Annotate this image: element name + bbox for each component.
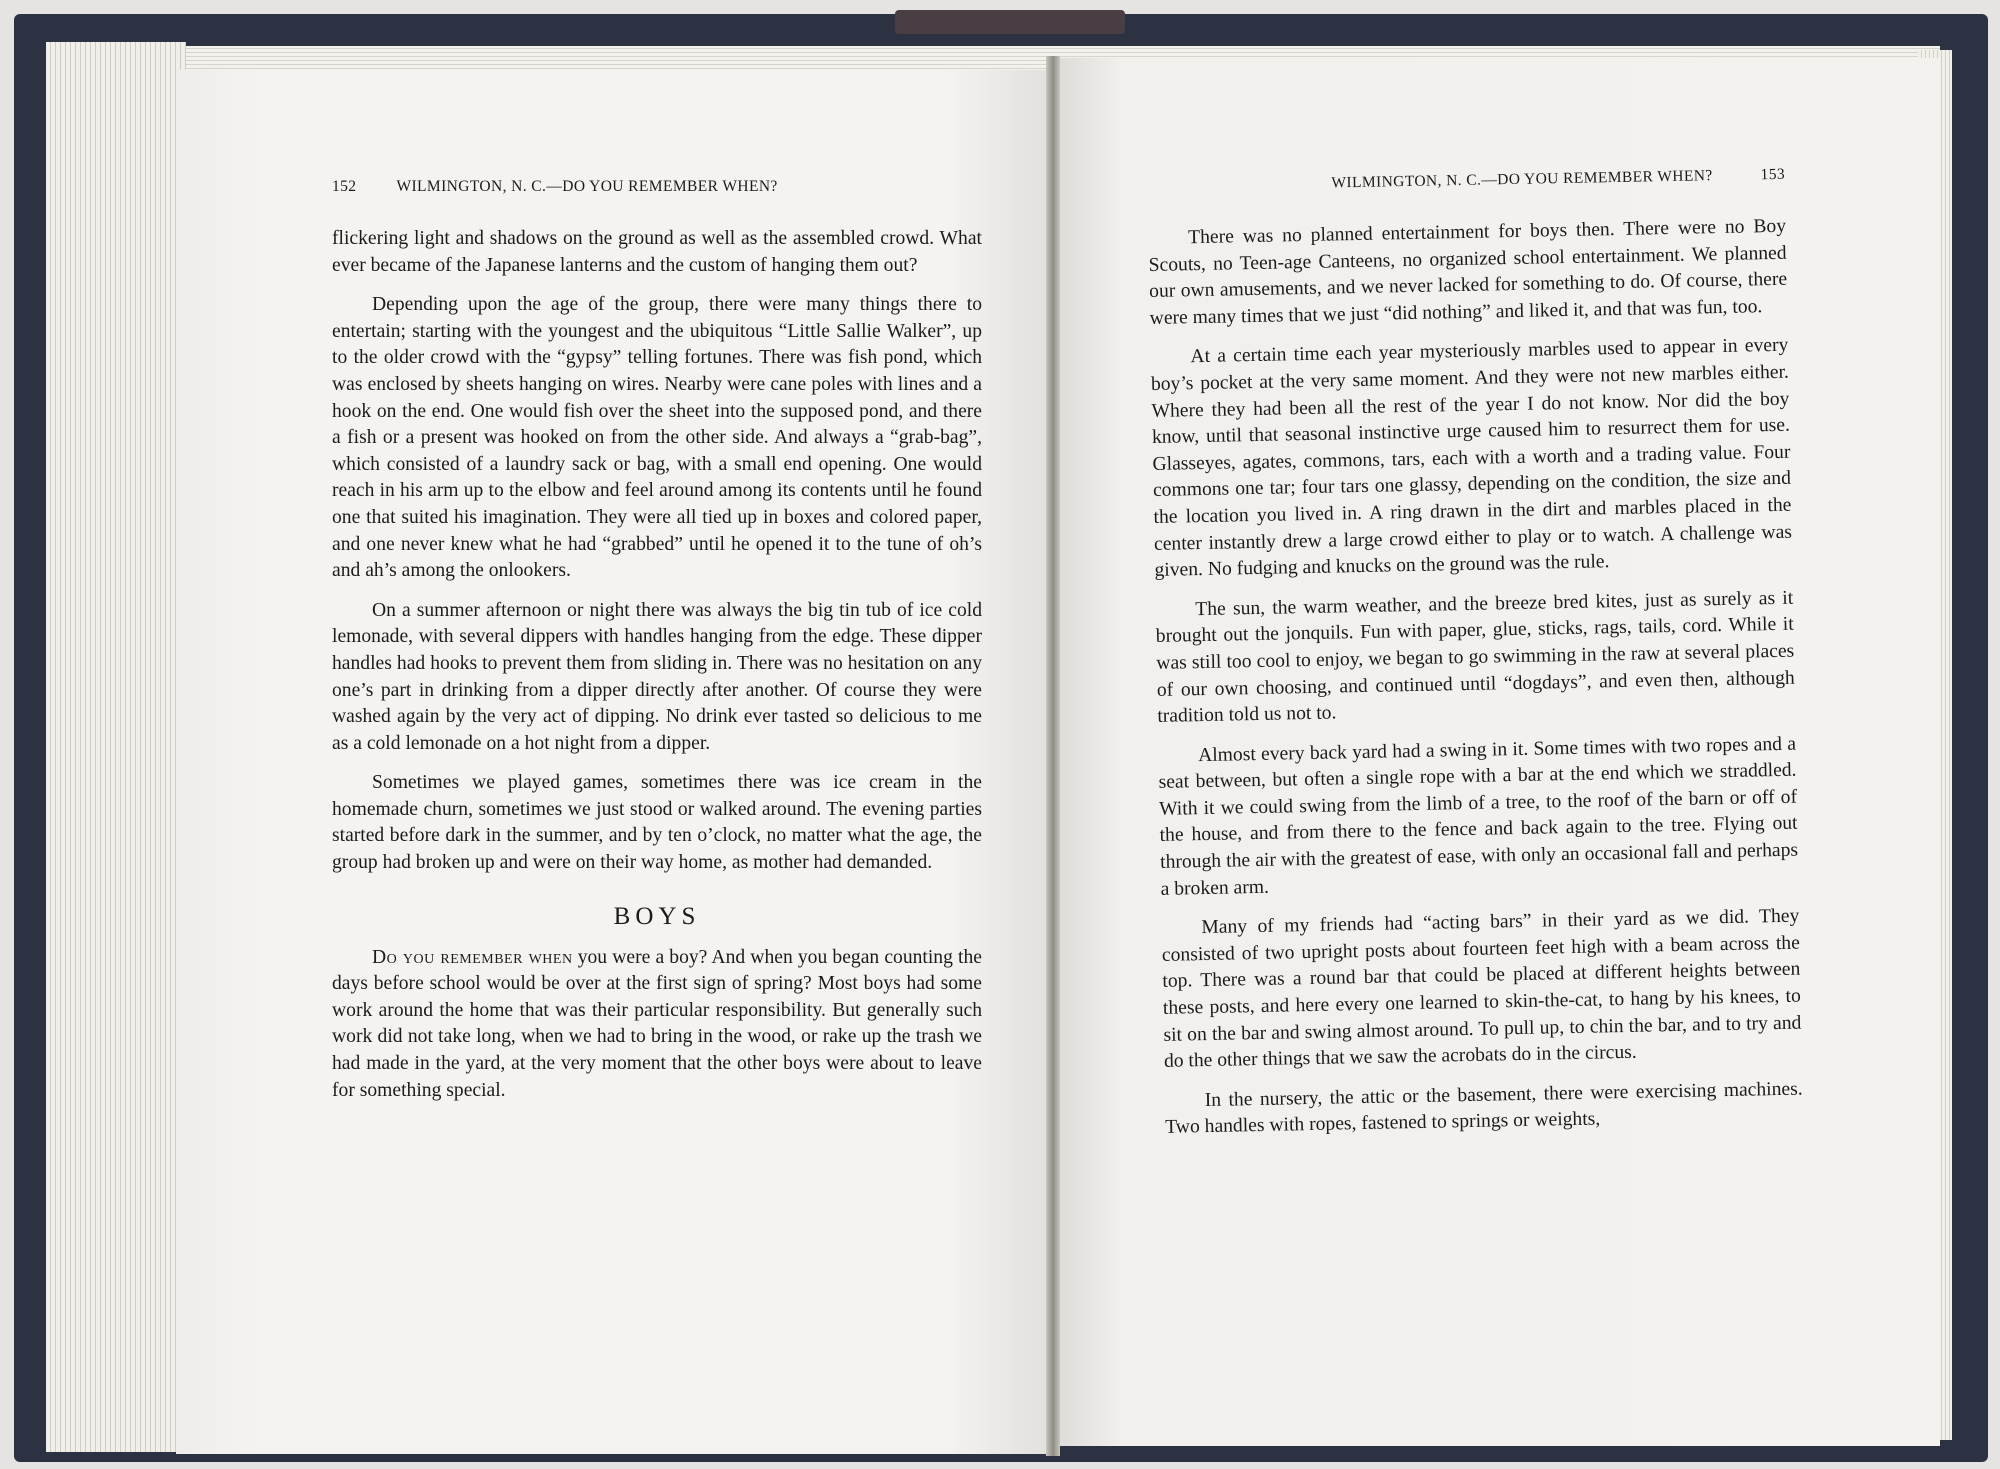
book-spine xyxy=(895,10,1125,34)
paragraph: On a summer afternoon or night there was always the big tin tub of ice cold lemonade, with several dippers with handles hanging from the edge. These dipper handles had hooks to prevent them from sliding in. There was no hesitation on any one’s part in drinking from a dipper directly after another. Of course they were washed again by the very act of dipping. No drink ever tasted so delicious to me as a cold lemonade on a hot night from a dipper. xyxy=(332,599,982,754)
section-paragraph xyxy=(332,945,982,1105)
left-running-header xyxy=(332,178,982,198)
left-text-block xyxy=(332,178,982,1117)
section-lead-small-caps: Do you remember when xyxy=(372,946,573,968)
right-page xyxy=(1052,58,1940,1446)
left-page xyxy=(176,70,1050,1454)
paragraph: flickering light and shadows on the ground as well as the assembled crowd. What ever became of the Japanese lanterns and the custom of hanging them out? xyxy=(332,228,982,276)
right-page-number: 153 xyxy=(1760,165,1786,184)
paragraph: The sun, the warm weather, and the breeze bred kites, just as surely as it brought out the jonquils. Fun with paper, glue, sticks, rags, tails, cord. While it was still too cool to enjoy, we began to go swimming in the raw at several places of our own choosing, and continued until “dogdays”, and even then, although tradition told us not to. xyxy=(1155,587,1795,727)
paragraph: Almost every back yard had a swing in it. Some times with two ropes and a seat between, but often a single rope with a bar at the end which we straddled. With it we could swing from the limb of a tree, to the roof of the barn or off of the house, and from there to the fence and back again to the tree. Flying out through the air with the greatest of ease, with only an occasional fall and perhaps a broken arm. xyxy=(1158,733,1799,900)
paragraph: In the nursery, the attic or the basement, there were exercising machines. Two handles with ropes, fastened to springs or weights, xyxy=(1165,1078,1803,1139)
left-running-title: WILMINGTON, N. C.—DO YOU REMEMBER WHEN? xyxy=(396,178,778,195)
paragraph: There was no planned entertainment for boys then. There were no Boy Scouts, no Teen-age Canteens, no organized school entertainment. We planned our own amusements, and we never lacked for something to do. Of course, there were many times that we just “did nothing” and liked it, and that was fun, too. xyxy=(1148,215,1788,329)
paragraph: Many of my friends had “acting bars” in their yard as we did. They consisted of two upright posts about fourteen feet high with a beam across the top. There was a round bar that could be placed at different heights between these posts, and here every one learned to skin-the-cat, to hang by his knees, to sit on the bar and swing almost around. To pull up, to chin the bar, and to try and do the other things that we saw the acrobats do in the circus. xyxy=(1161,905,1802,1073)
page-edges-left xyxy=(46,42,186,1452)
right-running-header xyxy=(1147,166,1785,198)
paragraph: Depending upon the age of the group, there were many things there to entertain; starting with the youngest and the ubiquitous “Little Sallie Walker”, up to the older crowd with the “gypsy” telling fortunes. There was fish pond, which was enclosed by sheets hanging on wires. Nearby were cane poles with lines and a hook on the end. One would fish over the sheet into the supposed pond, and there a fish or a present was hooked on from the other side. And always a “grab-bag”, which consisted of a laundry sack or bag, with a small end opening. One would reach in his arm up to the elbow and feel around among its contents until he found one that suited his imagination. They were all tied up in boxes and colored paper, and one never knew what he had “grabbed” until he opened it to the tune of oh’s and ah’s among the onlookers. xyxy=(332,294,982,582)
section-heading: BOYS xyxy=(613,902,701,930)
right-text-block xyxy=(1147,166,1804,1155)
left-page-number: 152 xyxy=(332,178,357,195)
book-gutter xyxy=(1046,56,1060,1456)
paragraph: Sometimes we played games, sometimes there was ice cream in the homemade churn, sometimes we just stood or walked around. The evening parties started before dark in the summer, and by ten o’clock, no matter what the age, the group had broken up and were on their way home, as mother had demanded. xyxy=(332,772,982,874)
section-paragraph-text: you were a boy? And when you began counting the days before school would be over at the first sign of spring? Most boys had some work around the home that was their particular responsibility. But generally such work did not take long, when we had to bring in the wood, or rake up the trash we had made in the yard, at the very moment that the other boys were about to leave for something special. xyxy=(332,946,982,1101)
right-running-title: WILMINGTON, N. C.—DO YOU REMEMBER WHEN? xyxy=(1331,167,1713,192)
paragraph: At a certain time each year mysteriously marbles used to appear in every boy’s pocket at the very same moment. And they were not new marbles either. Where they had been all the rest of the year I do not know. Nor did the boy know, until that seasonal instinctive urge caused him to resurrect them for use. Glasseyes, agates, commons, tars, each with a worth and a trading value. Four commons one tar; four tars one glassy, depending on the condition, the size and the location you lived in. A ring drawn in the dirt and marbles placed in the center instantly drew a large crowd either to play or to watch. A challenge was given. No fudging and knucks on the ground was the rule. xyxy=(1150,335,1793,582)
